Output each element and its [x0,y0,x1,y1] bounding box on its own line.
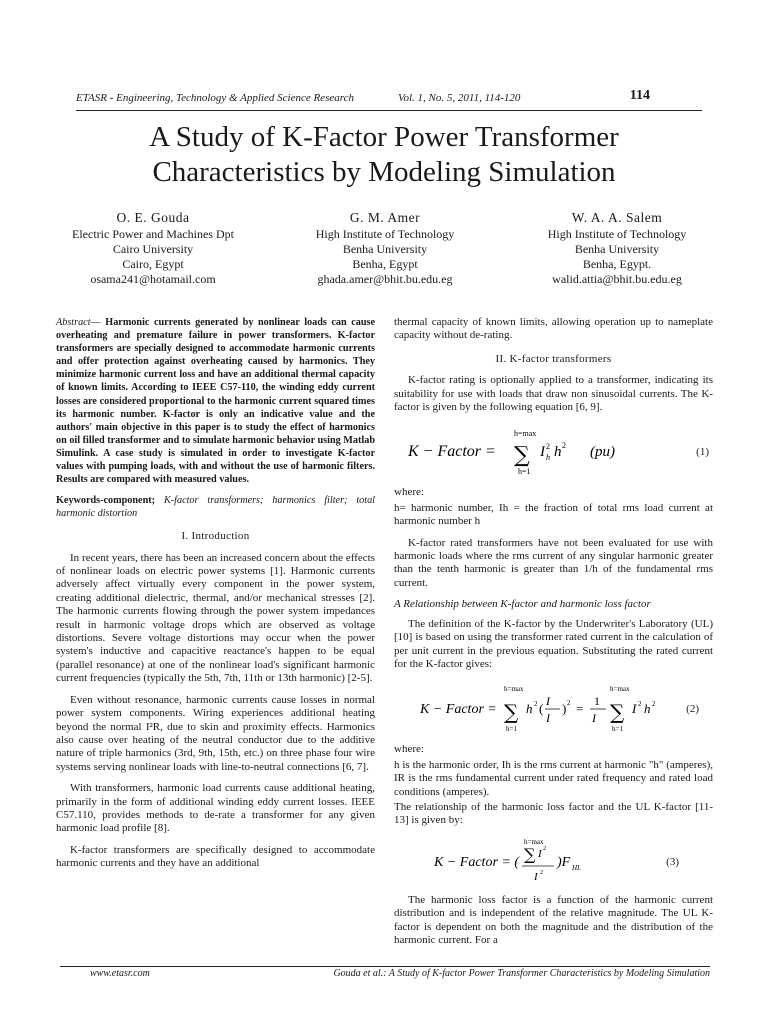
author-dept: High Institute of Technology [315,227,455,241]
paragraph: Even without resonance, harmonic currents cause losses in normal power system components. Wiring experiences additional heating beyond the normal I²R, due to skin and proximity effects. Harmonics also cause over heating of the neutral conductor due to the additive nature of triple harmonics (3rd, 9th, 15th, etc.) on three phase four wire systems serving nonlinear loads with line-to-neutral connections [6, 7]. [56,693,375,773]
author-email: ghada.amer@bhit.bu.edu.eg [317,272,453,286]
paragraph: With transformers, harmonic load currents cause additional heating, primarily in the form of additional winding eddy current losses. IEEE C57.110, provides methods to de-rate a transformer for any given harmonic load profile [8]. [56,782,375,835]
svg-text:h: h [644,701,651,717]
svg-text:2: 2 [567,699,571,708]
author-dept: Electric Power and Machines Dpt [72,227,234,241]
equation-2-number: (2) [686,703,699,716]
svg-text:2: 2 [652,700,656,709]
svg-text:∑: ∑ [524,844,536,864]
svg-text:)F: )F [557,854,571,870]
svg-text:h=max: h=max [504,685,524,694]
svg-text:h=1: h=1 [612,725,623,734]
running-footer [90,968,710,979]
keywords-text: K-factor transformers; harmonics filter; total harmonic distortion [56,495,376,520]
svg-text:h=max: h=max [524,837,544,846]
section-heading-kfactor: II. K-factor transformers [495,352,612,365]
svg-text:I: I [546,694,550,709]
svg-text:h=1: h=1 [518,467,531,477]
svg-text:h: h [554,444,562,461]
author-location: Cairo, Egypt [122,257,184,271]
svg-text:∑: ∑ [610,700,625,725]
svg-text:HL: HL [572,863,581,872]
equation-1-graphic [394,422,694,480]
svg-text:h=1: h=1 [506,725,517,734]
svg-text:h: h [546,453,550,463]
author-location: Benha, Egypt. [582,257,652,271]
right-column [394,316,713,955]
paragraph: The harmonic loss factor is a function of the harmonic current distribution and is independent of the relative magnitude. The UL K-factor is dependent on both the magnitude and the distribution of the harmonic current. For a [394,893,713,946]
where-label: where: [394,486,424,499]
svg-text:2: 2 [540,869,543,876]
svg-text:∑: ∑ [504,700,519,725]
title-line-1: A Study of K-Factor Power Transformer [149,121,619,153]
abstract-text: Harmonic currents generated by nonlinear loads can cause overheating and premature failure in power transformers. K-factor transformers are specially designed to accommodate harmonic currents and offer protection against overheating caused by harmonics. They minimize harmonic current loss and have an additional thermal capacity of known limits. According to IEEE C57-110, the winding eddy current losses are considered proportional to the harmonic current squared times its harmonic number. K-factor is only an indicative value and the authors' main objective in this paper is to study the effect of harmonics on oil filled transformer and to simulate harmonic behavior using Matlab Simulink. A case study is simulated in order to investigate K-factor values with pumping loads, with and without the use of harmonic filters. Results are compared with measured values. [56,317,376,486]
left-column [56,316,375,879]
abstract-label: Abstract [56,317,91,328]
title-line-2: Characteristics by Modeling Simulation [152,156,616,188]
equation-1-number: (1) [696,446,709,459]
author-block-3 [512,210,722,287]
svg-text:K − Factor = (: K − Factor = ( [434,854,519,870]
author-name: O. E. Gouda [116,210,190,225]
author-email: walid.attia@bhit.bu.edu.eg [552,272,682,286]
author-location: Benha, Egypt [352,257,418,271]
svg-text:K − Factor =: K − Factor = [408,443,496,461]
svg-text:(pu): (pu) [590,444,615,461]
where-label: where: [394,743,424,756]
equation-3-number: (3) [666,855,679,868]
paragraph: K-factor transformers are specifically designed to accommodate harmonic currents and they have an additional [56,843,375,870]
svg-text:): ) [562,701,567,717]
journal-name: ETASR - Engineering, Technology & Applied Science Research [76,92,354,104]
paragraph: thermal capacity of known limits, allowing operation up to nameplate capacity without de-rating. [394,316,713,342]
svg-text:2: 2 [562,441,566,451]
keywords-label: Keywords-component; [56,495,156,507]
definition-2: h is the harmonic order, Ih is the rms current at harmonic "h" (amperes), IR is the rms fundamental current under rated frequency and rated load conditions (amperes). [394,758,713,798]
author-email: osama241@hotamail.com [90,272,216,286]
svg-text:I: I [632,701,637,717]
svg-text:I: I [592,711,596,726]
equation-3 [394,836,713,888]
paragraph: K-factor rated transformers have not been evaluated for use with harmonic loads where the rms current of any singular harmonic greater than the tenth harmonic is greater than 1/h of the fundamental rms current. [394,536,713,589]
section-heading-introduction: I. Introduction [181,530,250,543]
svg-text:I: I [534,870,538,883]
paragraph: The definition of the K-factor by the Underwriter's Laboratory (UL) [10] is based on using the transformer rated current in the calculation of per unit current in the previous equation. Substituting the rated current for the K-factor gives: [394,617,713,670]
footer-rule [60,966,710,967]
paragraph: K-factor rating is optionally applied to a transformer, indicating its suitability for use with loads that draw non sinusoidal currents. The K-factor is given by the following equation [6, 9]. [394,374,713,414]
paper-title [60,120,708,190]
page-number: 114 [629,88,650,103]
keywords [56,494,375,520]
svg-text:K − Factor =: K − Factor = [420,702,497,718]
author-institution: Cairo University [112,242,194,256]
footer-citation: Gouda et al.: A Study of K-factor Power Transformer Characteristics by Modeling Simulation [333,968,710,979]
author-name: W. A. A. Salem [571,210,663,225]
definition-1: h= harmonic number, Ih = the fraction of total rms load current at harmonic number h [394,501,713,528]
author-dept: High Institute of Technology [547,227,687,241]
svg-text:h=max: h=max [514,429,537,439]
abstract: Abstract— Harmonic currents generated by nonlinear loads can cause overheating and premature failure in power transformers. K-factor transformers are specially designed to accommodate harmonic currents and offer protection against overheating caused by harmonics. They minimize harmonic current loss and have an additional thermal capacity of known limits. According to IEEE C57-110, the winding eddy current losses are considered proportional to the harmonic current squared times its harmonic number. K-factor is only an indicative value and the authors' main objective in this paper is to study the effect of harmonics on oil filled transformer and to simulate harmonic behavior using Matlab Simulink. A case study is simulated in order to investigate K-factor values with pumping loads, with and without the use of harmonic filters. Results are compared with measured values. [56,317,376,486]
equation-1 [394,422,713,480]
svg-text:I: I [546,711,550,726]
svg-text:I: I [540,444,545,461]
equation-2 [394,679,713,737]
volume-info: Vol. 1, No. 5, 2011, 114-120 [398,92,521,104]
svg-text:h=max: h=max [610,685,630,694]
svg-text:2: 2 [546,442,550,452]
svg-text:1: 1 [594,694,600,709]
author-name: G. M. Amer [349,210,421,225]
svg-text:2: 2 [638,700,642,709]
footer-website: www.etasr.com [90,968,150,979]
running-header [76,88,702,110]
svg-text:I: I [538,847,542,860]
equation-3-graphic [394,836,694,888]
header-rule [76,110,702,111]
svg-text:(: ( [539,701,544,717]
svg-text:2: 2 [534,700,538,709]
svg-text:h: h [526,701,533,717]
svg-text:=: = [576,701,584,717]
author-block-1 [48,210,258,287]
subsection-heading-a: A Relationship between K-factor and harmonic loss factor [394,598,651,611]
author-institution: Benha University [574,242,660,256]
author-institution: Benha University [342,242,428,256]
svg-text:2: 2 [543,845,546,852]
paragraph: The relationship of the harmonic loss factor and the UL K-factor [11-13] is given by: [394,800,713,827]
equation-2-graphic [394,679,694,737]
svg-text:∑: ∑ [514,443,530,469]
paragraph: In recent years, there has been an increased concern about the effects of nonlinear loads on electric power systems [1]. Harmonic currents adversely affect virtually every component in the power system, creating additional dielectric, thermal, and/or mechanical stresses [2]. The harmonic currents flowing through the power system impedances result in harmonic voltage drops which are observed as voltage distortions. Severe voltage distortions may occur when the power system's inductive and capacitive reactance's happen to be equal (parallel resonance) at one of the nonlinear load's significant harmonic current frequencies (typically the 5th, 7th, 11th or 13th harmonic) [2-5]. [56,551,375,685]
author-block-2 [280,210,490,287]
